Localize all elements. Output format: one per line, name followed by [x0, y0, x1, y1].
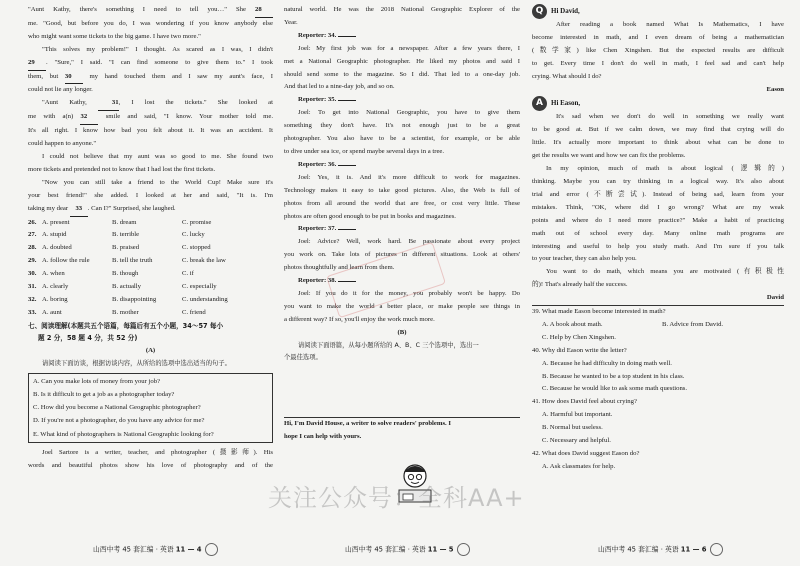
text-line: you want to make the world a better place, or make people see things in	[284, 302, 520, 310]
text-line: to get. Every time I don't do well in math, I feel sad and can't help	[532, 59, 784, 67]
page-footer: 山西中考 45 套汇编 · 英语 11 — 6	[598, 543, 723, 556]
column-middle	[284, 4, 520, 444]
blank-32: 32	[80, 111, 98, 125]
question-40: 40. Why did Eason write the letter?	[532, 346, 627, 354]
text-line: get the results we want and how we can fix the problems.	[532, 152, 686, 160]
answer-header: A Hi Eason,	[532, 96, 784, 111]
text-line: In my opinion, much of math is about logical (逻辑的)	[546, 165, 784, 173]
text-line: math out of school every day. Many online math programs are	[532, 229, 784, 237]
cartoon-space	[284, 365, 520, 417]
watermark: 关注公众号：全科AA+	[268, 484, 525, 512]
text-line: me with a(n) 32 smile and said, "I know. Your mother told me.	[28, 111, 273, 125]
box-option: C. How did you become a National Geographic photographer?	[33, 404, 201, 412]
text-line: me. "Good, but before you do, I was wondering if you know anybody else	[28, 19, 273, 27]
blank-28: 28	[255, 4, 273, 18]
option-row: 28. A. doubted B. praised C. stopped	[28, 244, 211, 252]
text-line: photos are often good enough to be put in books and magazines.	[284, 212, 456, 220]
text-line: natural world. He was the 2018 National Geographic Explorer of the	[284, 6, 520, 13]
text-line: who might want some tickets to the big game. I have two more."	[28, 32, 201, 40]
question-39: 39. What made Eason become interested in math?	[532, 308, 666, 316]
text-line: Joel: My first job was for a newspaper. After a few years there, I	[298, 44, 520, 52]
text-line: photos thoughtfully and learn from them.	[284, 264, 395, 272]
text-line: photographer. You also have to be a scientist, for example, or be able	[284, 135, 520, 143]
section-heading: 七、阅读理解(本题共五个语篇，每篇后有五个小题，34～57 每小	[28, 321, 224, 330]
text-line: to dive under sea ice, or spend maybe several days in a tree.	[284, 147, 445, 155]
box-option: B. Is it difficult to get a job as a photographer today?	[33, 390, 175, 398]
seal-icon	[205, 543, 218, 556]
page-footer: 山西中考 45 套汇编 · 英语 11 — 4	[93, 543, 218, 556]
option-row: 31. A. clearly B. actually C. especially	[28, 283, 217, 291]
text-line: Joel: Advice? Well, work hard. Be passionate about every project	[298, 238, 520, 246]
text-line: could happen to anyone."	[28, 140, 97, 148]
text-line: something they don't have. It's not enough just to be a great	[284, 122, 520, 130]
text-line: You want to do math, which means you are motivated (有积极性	[546, 268, 784, 276]
text-line: And that led to a nine-day job, and so on.	[284, 83, 395, 91]
text-line: you work on. Take lots of pictures in different situations. Look at others'	[284, 251, 520, 259]
part-label: (B)	[397, 328, 407, 336]
option-row: 32. A. boring B. disappointing C. understanding	[28, 295, 228, 303]
signature: Eason	[766, 85, 784, 93]
text-line: "Aunt Kathy, 31, I lost the tickets." She looked at	[28, 97, 273, 111]
intro-line: hope I can help with yours.	[284, 433, 362, 441]
text-line: words and beautiful photos show his love of photography and of the	[28, 461, 273, 469]
text-line: "This solves my problem!" I thought. As scared as I was, I didn't	[42, 45, 273, 53]
blank-29: 29	[28, 57, 46, 71]
text-line: mistakes. Think, "OK, where did I go wrong? What are my weak	[532, 203, 784, 211]
text-line: little. It's actually more important to think about what can be done to	[532, 139, 784, 147]
instruction: 请阅读下面语篇，从每小题所给的 A、B、C 三个选项中，选出一	[298, 341, 479, 349]
text-line: 29 . "Sure," I said. "I can find someone to give them to." I took	[28, 57, 273, 71]
text-line: more tickets and pretended not to know that I had lost the first tickets.	[28, 165, 216, 173]
option-box	[28, 373, 273, 443]
signature: David	[766, 294, 784, 302]
text-line: met a National Geographic photographer. He liked my photos and said I	[284, 57, 520, 65]
text-line: interesting and useful to help you study math. And I'm sure if you talk	[532, 242, 784, 250]
text-line: "Now you can still take a friend to the World Cup! Make sure it's	[42, 178, 273, 186]
intro-line: Hi, I'm David House, a writer to solve readers' problems. I	[284, 420, 451, 428]
text-line: It's all right. I know how bad you felt about it. It was an accident. It	[28, 127, 273, 135]
column-left	[28, 4, 273, 473]
text-line: Technology makes it easy to take good pictures. Also, the Web is full of	[284, 186, 520, 194]
text-line: Joel: If you do it for the money, you probably won't be happy. Do	[298, 289, 520, 297]
text-line: your best friend!" she added. I looked at her and said, "It is. I'm	[28, 191, 273, 199]
part-label: (A)	[145, 346, 156, 354]
box-option: A. Can you make lots of money from your job?	[33, 377, 161, 385]
text-line: taking my dear 33 . Can I?" Surprised, she laughed.	[28, 203, 273, 217]
option-row: 30. A. when B. though C. if	[28, 270, 194, 278]
text-line: a different way? If so, you'll enjoy the work much more.	[284, 315, 435, 323]
question-icon: Q	[532, 4, 547, 19]
question-42: 42. What does David suggest Eason do?	[532, 450, 640, 457]
text-line: should send some to the magazine. So I did. That led to a one-day job.	[284, 70, 520, 78]
option: B. Because he wanted to be a top student in his class.	[542, 372, 685, 380]
box-option: E. What kind of photographers is National Geographic looking for?	[33, 430, 214, 438]
option-row: 33. A. aunt B. mother C. friend	[28, 308, 206, 316]
answer-icon: A	[532, 96, 547, 111]
reporter-38: Reporter: 38.	[284, 275, 520, 288]
question-41: 41. How does David feel about crying?	[532, 398, 637, 406]
option-row: 26. A. present B. dream C. promise	[28, 218, 212, 226]
option-row: 29. A. follow the rule B. tell the truth C. break the law	[28, 257, 226, 265]
option-row: 27. A. stupid B. terrible C. lucky	[28, 231, 205, 239]
text-line: Joel Sartore is a writer, teacher, and photographer (摄影师). His	[42, 448, 273, 456]
option: C. Because he would like to ask some math questions.	[542, 385, 688, 393]
writer-cartoon-icon	[395, 460, 435, 504]
option: C. Necessary and helpful.	[542, 437, 611, 445]
text-line: photos from all around the world that are free, or cost very little. These	[284, 199, 520, 207]
column-right	[532, 4, 784, 474]
option: A. Harmful but important.	[542, 411, 613, 419]
text-line: I could not believe that my aunt was so good to me. She found two	[42, 152, 273, 160]
text-line: thinking. Maybe you can try thinking in a logical way. It's also about	[532, 177, 784, 185]
text-line: Year.	[284, 18, 298, 26]
text-line: It's sad when we don't do well in something we really want	[556, 113, 784, 121]
box-option: D. If you're not a photographer, do you have any advice for me?	[33, 417, 205, 425]
text-line: After reading a book named What Is Mathematics, I have	[556, 21, 784, 28]
blank-31: 31	[98, 97, 119, 111]
text-line: to your teacher, they can also help you.	[532, 255, 637, 263]
text-line: crying. What should I do?	[532, 72, 602, 80]
blank-33: 33	[70, 203, 88, 217]
section-heading: 题 2 分，58 题 4 分，共 52 分)	[38, 334, 138, 343]
option: A. Because he had difficulty in doing math well.	[542, 359, 672, 367]
instruction: 请阅读下面访谈，根据访谈内容，从所给的选项中选出适当的句子。	[42, 359, 231, 367]
seal-icon	[457, 543, 470, 556]
question-header: Q Hi David,	[532, 4, 784, 19]
seal-icon	[710, 543, 723, 556]
text-line: "Aunt Kathy, there's something I need to tell you…" She 28	[28, 4, 273, 18]
reporter-35: Reporter: 35.	[284, 94, 520, 107]
option: C. Help by Chen Xingshen.	[542, 333, 616, 341]
text-line: them, but 30 my hand touched them and I saw my aunt's face, I	[28, 71, 273, 85]
blank-30: 30	[65, 71, 83, 85]
text-line: points and where do I need more practice?" Make a habit of practicing	[532, 216, 784, 224]
text-line: to be good at. But if we calm down, we may find that crying will do	[532, 126, 784, 134]
reporter-37: Reporter: 37.	[284, 223, 520, 236]
option: A. Ask classmates for help.	[542, 462, 616, 470]
text-line: 的)! That's already half the success.	[532, 281, 628, 289]
page-footer: 山西中考 45 套汇编 · 英语 11 — 5	[345, 543, 470, 556]
text-line: Joel: To get into National Geographic, you have to give them	[298, 109, 520, 117]
text-line: trial and error (不断尝试). Instead of being sad, learn from your	[532, 190, 784, 198]
text-line: become interested in math, and I even dream of being a mathematician	[532, 33, 784, 41]
option: B. Normal but useless.	[542, 424, 603, 432]
text-line: (数学家) like Chen Xingshen. But the expected results are difficult	[532, 46, 784, 54]
text-line: Joel: Yes, it is. And it's more difficult to work for magazines.	[298, 173, 520, 181]
text-line: could not lie any longer.	[28, 86, 93, 94]
reporter-36: Reporter: 36.	[284, 159, 520, 172]
reporter-34: Reporter: 34.	[284, 30, 520, 43]
instruction: 个最佳选项。	[284, 354, 322, 362]
options-39: A. A book about math. B. Advice from David.	[542, 320, 724, 328]
